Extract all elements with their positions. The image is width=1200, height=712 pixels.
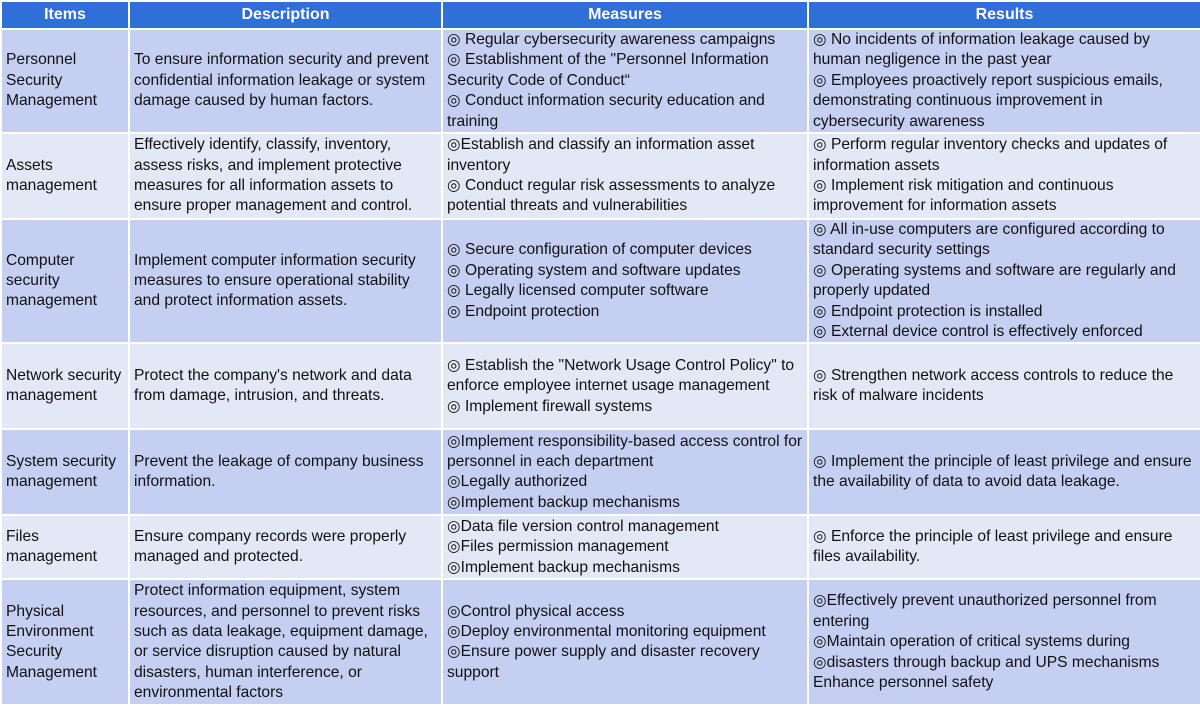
description-cell: Implement computer information security measures to ensure operational stability and protect information assets. (129, 219, 442, 343)
results-cell (808, 219, 1200, 343)
description-cell: Effectively identify, classify, inventory, assess risks, and implement protective measures for all information assets to ensure proper management and control. (129, 133, 442, 219)
results-cell (808, 515, 1200, 579)
measure-item: ◎ Endpoint protection (447, 302, 600, 320)
result-item: ◎ Enforce the principle of least privilege and ensure files availability. (813, 528, 1173, 566)
measure-item: ◎Control physical access (447, 602, 625, 620)
measure-item: ◎Ensure power supply and disaster recovery support (447, 643, 760, 681)
measures-cell (442, 133, 808, 219)
header-results: Results (808, 1, 1200, 29)
measure-item: ◎Implement responsibility-based access control for personnel in each department (447, 432, 803, 471)
measure-item: ◎ Secure configuration of computer devices (447, 241, 752, 259)
result-item: ◎ Perform regular inventory checks and updates of information assets (813, 136, 1168, 174)
table-row (1, 343, 1200, 429)
item-cell: Physical Environment Security Management (1, 579, 129, 705)
description-cell: Protect the company's network and data from damage, intrusion, and threats. (129, 343, 442, 429)
result-item: ◎ External device control is effectively enforced (813, 323, 1143, 341)
results-cell (808, 579, 1200, 705)
header-items: Items (1, 1, 129, 29)
result-item: ◎Effectively prevent unauthorized personnel from entering (813, 592, 1157, 630)
item-cell: Personnel Security Management (1, 29, 129, 133)
result-item: Enhance personnel safety (813, 674, 994, 692)
results-cell (808, 133, 1200, 219)
description-cell: Ensure company records were properly managed and protected. (129, 515, 442, 579)
measure-item: ◎ Establish the "Network Usage Control Policy" to enforce employee internet usage management (447, 356, 795, 395)
measures-cell (442, 29, 808, 133)
measure-item: ◎Data file version control management (447, 517, 719, 535)
measure-item: ◎ Establishment of the "Personnel Information Security Code of Conduct“ (447, 51, 769, 89)
results-cell (808, 429, 1200, 515)
result-item: ◎ Implement risk mitigation and continuous improvement for information assets (813, 177, 1114, 215)
result-item: ◎Maintain operation of critical systems during (813, 633, 1130, 651)
measures-cell (442, 579, 808, 705)
description-cell: To ensure information security and prevent confidential information leakage or system damage caused by human factors. (129, 29, 442, 133)
header-row (1, 1, 1200, 29)
result-item: ◎ No incidents of information leakage caused by human negligence in the past year (813, 31, 1150, 69)
measure-item: ◎Implement backup mechanisms (447, 558, 680, 576)
measure-item: ◎ Regular cybersecurity awareness campaigns (447, 31, 776, 48)
header-description: Description (129, 1, 442, 29)
result-item: ◎ Employees proactively report suspicious emails, demonstrating continuous improvement in cybersecurity awareness (813, 71, 1163, 130)
measure-item: ◎Establish and classify an information asset inventory (447, 136, 755, 174)
item-cell: Network security management (1, 343, 129, 429)
measure-item: ◎ Implement firewall systems (447, 397, 653, 415)
results-cell (808, 29, 1200, 133)
measure-item: ◎Files permission management (447, 538, 669, 556)
measure-item: ◎ Legally licensed computer software (447, 282, 709, 300)
measures-cell (442, 429, 808, 515)
result-item: ◎ Endpoint protection is installed (813, 302, 1043, 320)
description-cell: Protect information equipment, system resources, and personnel to prevent risks such as data leakage, equipment damage, or service disruption caused by natural disasters, human interference, or environmental factors (129, 579, 442, 705)
measure-item: ◎ Conduct regular risk assessments to analyze potential threats and vulnerabilities (447, 177, 776, 215)
measure-item: ◎ Conduct information security education and training (447, 92, 765, 130)
table-body (1, 29, 1200, 705)
measure-item: ◎Implement backup mechanisms (447, 493, 680, 511)
item-cell: Computer security management (1, 219, 129, 343)
result-item: ◎ All in-use computers are configured according to standard security settings (813, 221, 1165, 259)
results-cell (808, 343, 1200, 429)
table-row (1, 219, 1200, 343)
table-row (1, 133, 1200, 219)
table-header (1, 1, 1200, 29)
item-cell: Files management (1, 515, 129, 579)
measures-cell (442, 219, 808, 343)
table-row (1, 579, 1200, 705)
description-cell: Prevent the leakage of company business information. (129, 429, 442, 515)
result-item: ◎ Implement the principle of least privilege and ensure the availability of data to avoid data leakage. (813, 453, 1192, 491)
table-row (1, 515, 1200, 579)
item-cell: System security management (1, 429, 129, 515)
measure-item: ◎ Operating system and software updates (447, 261, 741, 279)
result-item: ◎disasters through backup and UPS mechanisms (813, 653, 1160, 671)
measure-item: ◎Deploy environmental monitoring equipment (447, 623, 766, 641)
header-measures: Measures (442, 1, 808, 29)
measures-cell (442, 515, 808, 579)
measures-cell (442, 343, 808, 429)
item-cell: Assets management (1, 133, 129, 219)
result-item: ◎ Strengthen network access controls to reduce the risk of malware incidents (813, 367, 1174, 405)
table-row (1, 429, 1200, 515)
result-item: ◎ Operating systems and software are regularly and properly updated (813, 261, 1176, 300)
measure-item: ◎Legally authorized (447, 473, 588, 491)
table-row (1, 29, 1200, 133)
